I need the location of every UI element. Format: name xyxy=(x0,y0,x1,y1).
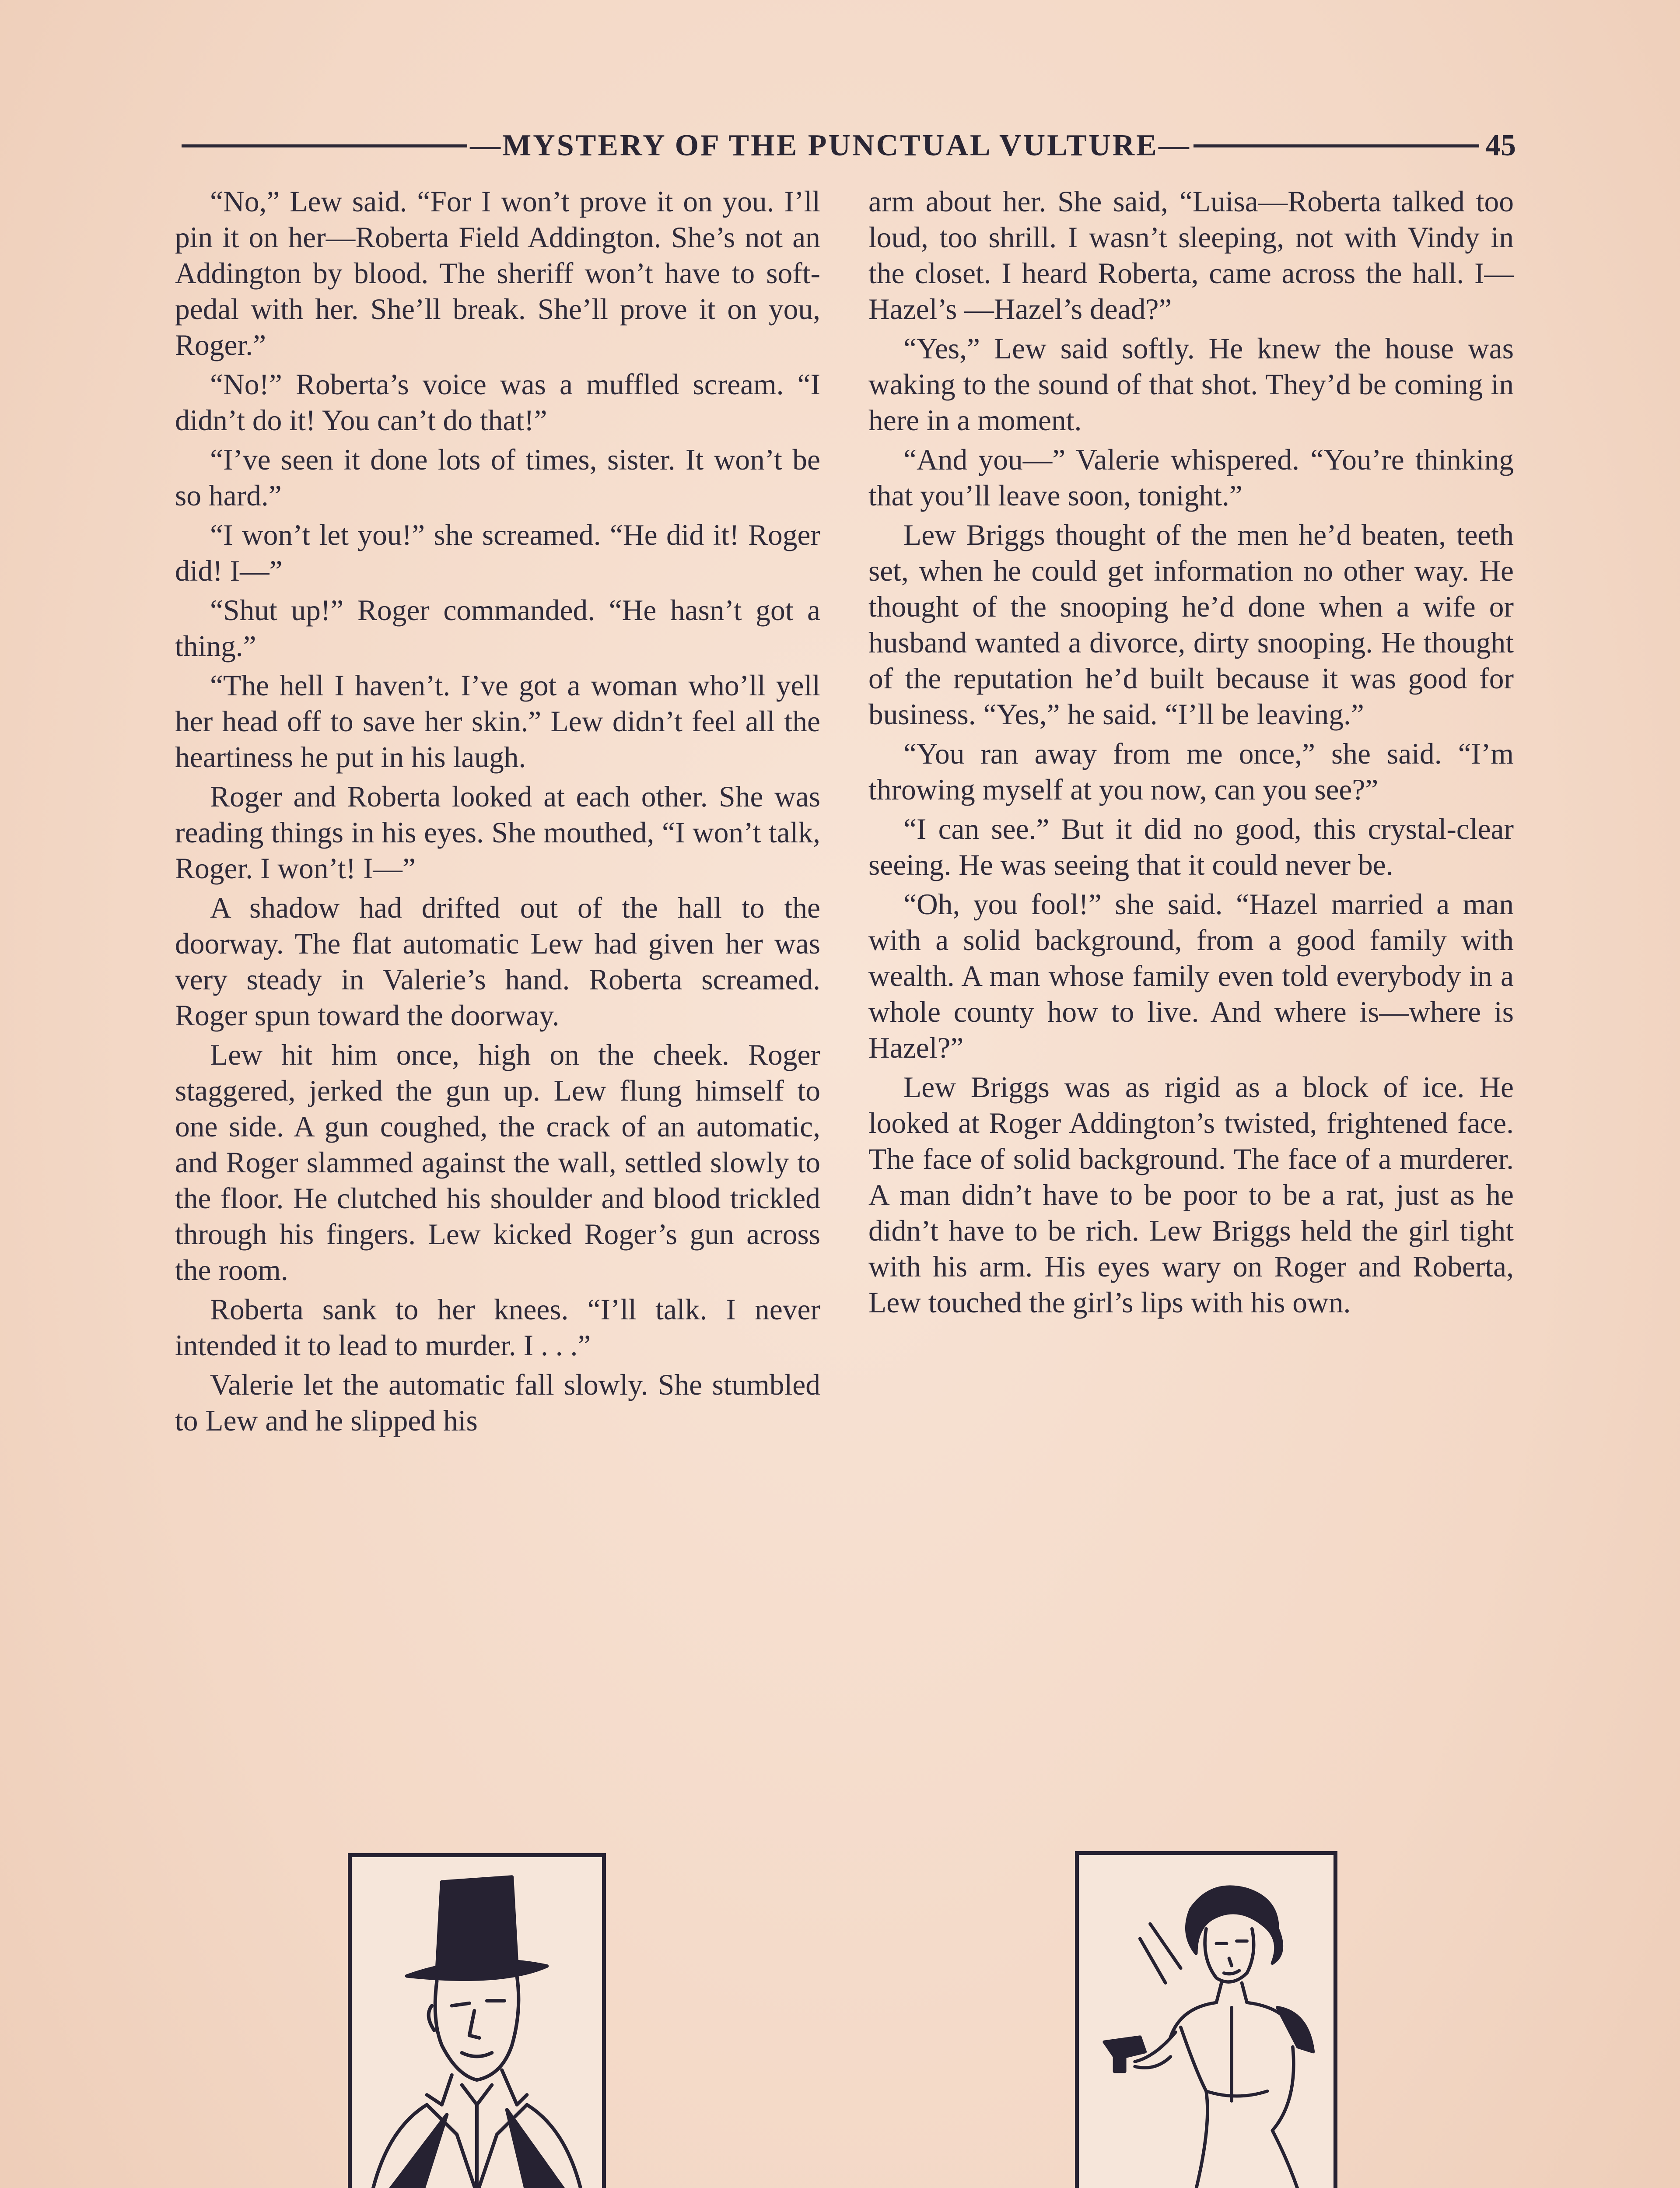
man-top-hat-drawing xyxy=(352,1857,602,2188)
illustration-woman-gun xyxy=(1075,1851,1337,2188)
paragraph: arm about her. She said, “Luisa—Roberta talked too loud, too shrill. I wasn’t sleeping, not with Vindy in the closet. I heard Roberta, came across the hall. I—Hazel’s —Hazel’s dead?” xyxy=(868,185,1514,326)
text-column-left xyxy=(175,184,820,1685)
paragraph: “Shut up!” Roger commanded. “He hasn’t got a thing.” xyxy=(175,594,820,663)
header-rule-right xyxy=(1194,144,1479,147)
paragraph: “You ran away from me once,” she said. “I’m throwing myself at you now, can you see?” xyxy=(868,737,1514,806)
paragraph: “And you—” Valerie whispered. “You’re thinking that you’ll leave soon, tonight.” xyxy=(868,443,1514,512)
paragraph: “The hell I haven’t. I’ve got a woman who’ll yell her head off to save her skin.” Lew didn’t feel all the heartiness he put in his laugh. xyxy=(175,669,820,774)
paragraph: Lew Briggs thought of the men he’d beaten, teeth set, when he could get information no other way. He thought of the snooping he’d done when a wife or husband wanted a divorce, dirty snooping. He thought of the reputation he’d built because it was good for business. “Yes,” he said. “I’ll be leaving.” xyxy=(868,519,1514,731)
paragraph: A shadow had drifted out of the hall to the doorway. The flat automatic Lew had given her was very steady in Valerie’s hand. Roberta screamed. Roger spun toward the doorway. xyxy=(175,891,820,1032)
text-column-right xyxy=(868,184,1514,1685)
paragraph: “I can see.” But it did no good, this crystal-clear seeing. He was seeing that it could never be. xyxy=(868,813,1514,881)
paragraph: “Yes,” Lew said softly. He knew the house was waking to the sound of that shot. They’d be coming in here in a moment. xyxy=(868,332,1514,437)
paragraph: Lew hit him once, high on the cheek. Roger staggered, jerked the gun up. Lew flung himself to one side. A gun coughed, the crack of an automatic, and Roger slammed against the wall, settled slowly to the floor. He clutched his shoulder and blood trickled through his fingers. Lew kicked Roger’s gun across the room. xyxy=(175,1038,820,1287)
paragraph: “Oh, you fool!” she said. “Hazel married a man with a solid background, from a good family with wealth. A man whose family even told everybody in a whole county how to live. And where is—where is Hazel?” xyxy=(868,888,1514,1064)
paragraph: Roger and Roberta looked at each other. She was reading things in his eyes. She mouthed, “I won’t talk, Roger. I won’t! I—” xyxy=(175,780,820,885)
header-rule-left xyxy=(182,144,467,147)
paragraph: “No,” Lew said. “For I won’t prove it on you. I’ll pin it on her—Roberta Field Addington. She’s not an Addington by blood. The sheriff won’t have to soft-pedal with her. She’ll break. She’ll prove it on you, Roger.” xyxy=(175,185,820,361)
paragraph: Roberta sank to her knees. “I’ll talk. I never intended it to lead to murder. I . . .” xyxy=(175,1293,820,1362)
header-title: —MYSTERY OF THE PUNCTUAL VULTURE— xyxy=(470,129,1191,162)
woman-gun-drawing xyxy=(1079,1855,1334,2188)
paragraph: Valerie let the automatic fall slowly. She stumbled to Lew and he slipped his xyxy=(175,1368,820,1437)
paragraph: “I’ve seen it done lots of times, sister. It won’t be so hard.” xyxy=(175,443,820,512)
paragraph: “I won’t let you!” she screamed. “He did it! Roger did! I—” xyxy=(175,519,820,587)
paragraph: “No!” Roberta’s voice was a muffled scream. “I didn’t do it! You can’t do that!” xyxy=(175,368,820,437)
running-header xyxy=(182,122,1516,170)
paragraph: Lew Briggs was as rigid as a block of ice. He looked at Roger Addington’s twisted, frightened face. The face of solid background. The face of a murderer. A man didn’t have to be poor to be a rat, just as he didn’t have to be rich. Lew Briggs held the girl tight with his arm. His eyes wary on Roger and Roberta, Lew touched the girl’s lips with his own. xyxy=(868,1071,1514,1319)
illustration-man-top-hat xyxy=(348,1853,606,2188)
page-number: 45 xyxy=(1485,129,1516,162)
